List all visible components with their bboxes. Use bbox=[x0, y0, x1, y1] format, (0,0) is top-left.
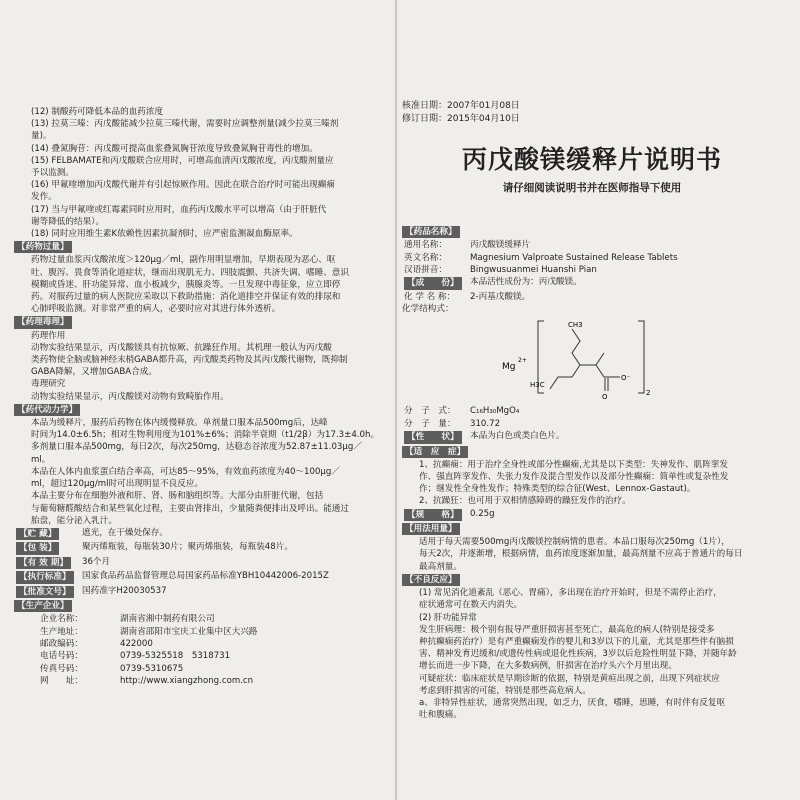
text-line: (16) 甲氟喹增加丙戊酸代谢并有引起惊厥作用。因此在联合治疗时可能出现癫痫 bbox=[31, 180, 335, 191]
drug-name-label: 【药品名称】 bbox=[402, 226, 460, 238]
dosage-text bbox=[402, 536, 782, 573]
text-line: (15) FELBAMATE和丙戊酸联合应用时，可增高血清丙戊酸浓度，丙戊酸剂量应 bbox=[31, 155, 334, 166]
page-fold-divider bbox=[395, 0, 397, 800]
chemical-structure-diagram bbox=[402, 315, 702, 399]
text-line: 增长而进一步下降，在大多数病例，肝损害在治疗头六个月里出现。 bbox=[419, 661, 677, 672]
text-line: (17) 当与甲氟喹或红霉素同时应用时，血药丙戊酸水平可以增高（由于肝脏代 bbox=[31, 204, 327, 215]
info-value: 36个月 bbox=[82, 556, 111, 567]
info-key: 【有 效 期】 bbox=[16, 557, 71, 569]
chemical-name-row bbox=[402, 291, 782, 303]
drug-name-list bbox=[402, 239, 782, 276]
right-bracket bbox=[638, 321, 644, 393]
text-line: 本品为缓释片，服药后药物在体内缓慢释放。单剂量口服本品500mg后，达峰 bbox=[31, 418, 328, 429]
info-key: 传真号码： bbox=[40, 663, 83, 674]
text-line: ml。 bbox=[31, 454, 51, 465]
text-line: 害、精神发育迟缓和/或遗传性病或退化性疾病，3岁以后危险性明显下降，并随年龄 bbox=[419, 649, 737, 660]
text-line: 药物过量血浆丙戊酸浓度＞120μg／ml，副作用明显增加，早期表现为恶心、呕 bbox=[31, 255, 336, 266]
info-value: 湖南省邵阳市宝庆工业集中区大兴路 bbox=[120, 626, 258, 637]
text-line: 类药物使全脑或脑神经末梢GABA都升高，丙戊酸类药物及其丙戊酸代谢物，既抑制 bbox=[31, 355, 348, 366]
text-line: 心肺呼吸监测。对非常严重的病人，必要时应对其进行体外透析。 bbox=[31, 304, 281, 315]
info-key: 汉语拼音： bbox=[404, 265, 447, 276]
spec-row bbox=[402, 508, 782, 522]
text-line: 本品主要分布在细胞外液和肝、肾、肠和脑组织等。大部分由肝脏代谢，包括 bbox=[31, 491, 324, 502]
info-key: 网 址： bbox=[40, 676, 83, 687]
carbon-skeleton bbox=[550, 329, 604, 389]
magnesium-symbol: Mg bbox=[502, 362, 516, 373]
text-line: 动物实验结果显示，丙戊酸镁具有抗惊厥、抗躁狂作用。其机理一般认为丙戊酸 bbox=[31, 342, 332, 353]
text-line: 动物实验结果显示，丙戊酸镁对动物有致畸胎作用。 bbox=[31, 391, 229, 402]
chemical-structure bbox=[402, 315, 782, 399]
text-line: GABA降解，又增加GABA合成。 bbox=[31, 367, 157, 378]
composition-row bbox=[402, 276, 782, 290]
text-line: 吐和腹痛。 bbox=[419, 710, 462, 721]
info-key: 邮政编码： bbox=[40, 638, 83, 649]
character-label: 【性 状】 bbox=[404, 431, 462, 443]
info-row bbox=[402, 252, 782, 264]
info-value: 国家食品药品监督管理总局国家药品标准YBH10442006-2015Z bbox=[82, 571, 329, 582]
text-line: 谢等降低的结果）。 bbox=[31, 216, 105, 227]
text-line: 适用于每天需要500mg丙戊酸镁控制病情的患者。本品口服每次250mg（1片）， bbox=[419, 537, 730, 548]
text-line: a、非特异性症状，通常突然出现，如乏力，厌食，嗜睡，思睡，有时伴有反复呕 bbox=[419, 697, 726, 708]
text-line: (13) 拉莫三嗪：丙戊酸能减少拉莫三嗪代谢，需要时应调整剂量(减少拉莫三嗪剂 bbox=[31, 119, 339, 130]
info-key: 【批准文号】 bbox=[16, 586, 74, 598]
text-line: 考虑到肝损害的可能，特别是那些高危病人。 bbox=[419, 685, 591, 696]
text-line: 量)。 bbox=[31, 131, 52, 142]
formula-value: C₁₆H₃₀MgO₄ bbox=[470, 406, 520, 417]
info-value: 丙戊酸镁缓释片 bbox=[470, 240, 531, 251]
info-key: 【执行标准】 bbox=[16, 571, 74, 583]
magnesium-charge: 2+ bbox=[518, 357, 527, 365]
text-line: 发作。 bbox=[31, 192, 57, 203]
text-line: 模糊或昏迷、肝功能异常、血小板减少，胰腺炎等。一旦发现中毒征象，应立即停 bbox=[31, 279, 341, 290]
info-key: 生产地址： bbox=[40, 626, 83, 637]
weight-value: 310.72 bbox=[470, 418, 501, 429]
info-row bbox=[14, 650, 392, 662]
text-line: 每天2次，并逐渐增，根据病情，血药浓度逐渐加量，最高剂量不应高于普通片的每日 bbox=[419, 549, 743, 560]
info-value: 422000 bbox=[120, 638, 153, 649]
info-row bbox=[14, 541, 392, 555]
text-line: 药。对服药过量的病人医院应采取以下救助措施：消化道排空并保证有效的排尿和 bbox=[31, 292, 341, 303]
toxicity-heading: 毒理研究 bbox=[31, 379, 66, 390]
text-line: 多剂量口服本品500mg，每日2次，每次250mg，达稳态谷浓度为52.87±11.03μg／ bbox=[31, 442, 362, 453]
text-line: 吐、腹泻、畏食等消化道症状，继而出现肌无力、四肢震颤、共济失调、嗜睡、意识 bbox=[31, 267, 349, 278]
info-row bbox=[14, 585, 392, 599]
manufacturer-section-label: 【生产企业】 bbox=[14, 600, 72, 612]
left-column bbox=[14, 0, 392, 800]
text-line: 最高剂量。 bbox=[419, 561, 462, 572]
text-line: 1、抗癫痫：用于治疗全身性或部分性癫痫,尤其是以下类型：失神发作、肌阵挛发 bbox=[419, 459, 728, 470]
info-value: 聚丙烯瓶装，每瓶装30片；聚丙烯瓶装，每瓶装48片。 bbox=[82, 542, 293, 553]
text-line: (2) 肝功能异常 bbox=[419, 612, 477, 623]
info-value: 遮光，在干燥处保存。 bbox=[82, 527, 168, 538]
text-line: (18) 同时应用维生素K依赖性因素抗凝剂时，应严密监测凝血酶原率。 bbox=[31, 229, 298, 240]
structure-label: 化学结构式： bbox=[402, 304, 454, 315]
text-line: 发生肝病理：极个别有报导严重肝损害甚至死亡，最高危的病人(特别是接受多 bbox=[419, 624, 715, 635]
approval-date: 核准日期：2007年01月08日 bbox=[402, 101, 520, 111]
drug-interactions-list bbox=[14, 106, 392, 240]
overdose-text bbox=[14, 254, 392, 315]
methyl-left: H3C bbox=[530, 381, 545, 390]
pharmacology-heading: 药理作用 bbox=[31, 330, 66, 341]
adverse-reactions-label: 【不良反应】 bbox=[402, 574, 460, 586]
info-key: 英文名称： bbox=[404, 252, 447, 263]
text-line: 症状通常可在数天内消失。 bbox=[419, 600, 523, 611]
info-row bbox=[14, 675, 392, 687]
adverse-reactions-text bbox=[402, 587, 782, 721]
text-line: ml，超过120μg/ml时可出现明显不良反应。 bbox=[31, 479, 204, 490]
text-line: (1) 常见消化道紊乱（恶心、胃痛），多出现在治疗开始时，但是不需停止治疗， bbox=[419, 588, 722, 599]
info-row bbox=[14, 556, 392, 570]
text-line: 胎盘，能分泌入乳汁。 bbox=[31, 515, 117, 526]
info-row bbox=[14, 626, 392, 638]
pharmacokinetics-text bbox=[14, 417, 392, 527]
spec-value: 0.25g bbox=[470, 508, 495, 519]
text-line: (12) 制酸药可降低本品的血药浓度 bbox=[31, 107, 164, 117]
info-key: 电话号码： bbox=[40, 651, 83, 662]
composition-value: 本品活性成份为：丙戊酸镁。 bbox=[470, 277, 582, 288]
document-subtitle: 请仔细阅读说明书并在医师指导下使用 bbox=[502, 182, 682, 194]
chemical-name-key: 化 学 名 称： bbox=[404, 291, 456, 302]
pharmacokinetics-label: 【药代动力学】 bbox=[14, 404, 80, 416]
text-line: 本品在人体内血浆蛋白结合率高，可达85～95%，有效血药浓度为40～100μg／ bbox=[31, 466, 340, 477]
info-value: 0739-5310675 bbox=[120, 663, 184, 674]
text-line: 作；继发性全身性发作；特殊类型的综合征(West、Lennox-Gastaut)。 bbox=[419, 484, 696, 495]
info-row bbox=[14, 638, 392, 650]
weight-key: 分 子 量： bbox=[404, 418, 456, 429]
dosage-label: 【用法用量】 bbox=[402, 523, 460, 535]
indication-label: 【适 应 症】 bbox=[402, 446, 468, 458]
carboxylate-oxygen: O⁻ bbox=[621, 374, 631, 383]
info-key: 【包 装】 bbox=[16, 542, 59, 554]
text-line: 种抗癫痫药治疗）是有严重癫痫发作的婴儿和3岁以下的儿童，尤其是那些伴有脑损 bbox=[419, 636, 734, 647]
info-row bbox=[402, 239, 782, 251]
pharmacology-text bbox=[14, 342, 392, 379]
formula-row bbox=[402, 405, 782, 417]
text-line: 可疑症状：临床症状是早期诊断的依据，特别是黄疸出现之前，出现下列症状应 bbox=[419, 673, 720, 684]
chemical-name-value: 2-丙基戊酸镁。 bbox=[470, 291, 531, 302]
info-value: Magnesium Valproate Sustained Release Tablets bbox=[470, 252, 678, 263]
indication-text bbox=[402, 459, 782, 508]
info-row bbox=[14, 613, 392, 625]
info-row bbox=[402, 264, 782, 276]
methyl-top: CH3 bbox=[568, 321, 583, 330]
info-row bbox=[14, 663, 392, 675]
info-value: http://www.xiangzhong.com.cn bbox=[120, 676, 254, 687]
info-key: 通用名称： bbox=[404, 240, 447, 251]
pharmacology-toxicology-label: 【药理毒理】 bbox=[14, 316, 72, 328]
carbonyl-oxygen: O bbox=[602, 393, 608, 400]
text-line: (14) 叠氮胸苷：丙戊酸可提高血浆叠氮胸苷浓度导致叠氮胸苷毒性的增加。 bbox=[31, 143, 318, 154]
bracket-subscript: 2 bbox=[646, 389, 651, 398]
formula-key: 分 子 式： bbox=[404, 406, 456, 417]
character-row bbox=[402, 430, 782, 444]
revision-date: 修订日期：2015年04月10日 bbox=[402, 114, 520, 124]
info-value: 0739-5325518 5318731 bbox=[120, 651, 231, 662]
product-info-list bbox=[14, 527, 392, 599]
overdose-section-label: 【药物过量】 bbox=[14, 241, 72, 253]
info-value: 国药准字H20030537 bbox=[82, 585, 167, 596]
right-column bbox=[402, 0, 782, 800]
manufacturer-info bbox=[14, 613, 392, 687]
text-line: 2、抗躁狂：也可用于双相情感障碍的躁狂发作的治疗。 bbox=[419, 496, 631, 507]
info-key: 企业名称： bbox=[40, 614, 83, 625]
info-row bbox=[14, 527, 392, 541]
weight-row bbox=[402, 418, 782, 430]
info-row bbox=[14, 570, 392, 584]
text-line: 与葡萄糖醛酸结合和某些氧化过程，主要由肾排出，少量随粪便排出及呼出。能通过 bbox=[31, 503, 349, 514]
document-title: 丙戊酸镁缓释片说明书 bbox=[461, 145, 722, 174]
spec-label: 【规 格】 bbox=[404, 509, 462, 521]
toxicity-text bbox=[14, 391, 392, 403]
info-value: Bingwusuanmei Huanshi Pian bbox=[470, 265, 597, 276]
composition-label: 【成 份】 bbox=[404, 277, 462, 289]
info-value: 湖南省湘中制药有限公司 bbox=[120, 614, 215, 625]
text-line: 予以监测。 bbox=[31, 168, 74, 179]
info-key: 【贮 藏】 bbox=[16, 528, 59, 540]
text-line: 作、强直阵挛发作、失张力发作及混合型发作以及部分性癫痫：简单性或复杂性发 bbox=[419, 472, 729, 483]
character-value: 本品为白色或类白色片。 bbox=[470, 431, 565, 442]
text-line: 时间为14.0±6.5h；相对生物利用度为101%±6%；消除半衰期（t1/2β）为17.3±4.0h。 bbox=[31, 430, 380, 441]
